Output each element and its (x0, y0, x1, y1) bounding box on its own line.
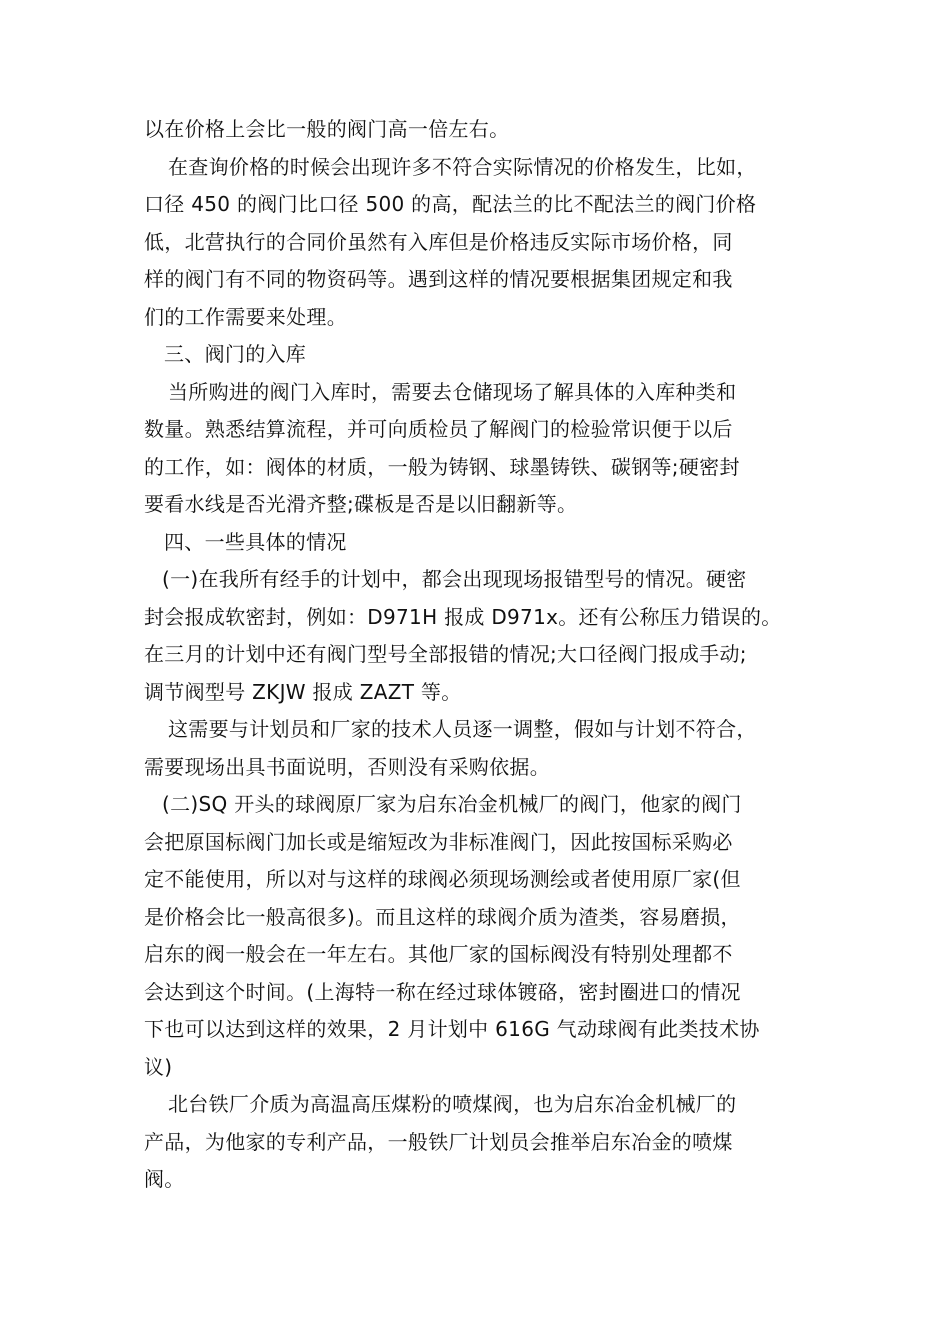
text-line: 当所购进的阀门入库时，需要去仓储现场了解具体的入库种类和 (168, 379, 737, 404)
text-line: 定不能使用，所以对与这样的球阀必须现场测绘或者使用原厂家(但 (144, 867, 741, 891)
text-line: (一)在我所有经手的计划中，都会出现现场报错型号的情况。硬密 (162, 567, 747, 591)
text-line: 的工作，如：阀体的材质，一般为铸钢、球墨铸铁、碳钢等;硬密封 (144, 454, 740, 479)
paragraph-beitai (144, 1086, 824, 1199)
paragraph-adjustment (144, 711, 824, 786)
text-line: 在查询价格的时候会出现许多不符合实际情况的价格发生，比如， (168, 154, 757, 179)
text-line: 低，北营执行的合同价虽然有入库但是价格违反实际市场价格，同 (144, 229, 733, 254)
section-heading-three (144, 336, 824, 374)
paragraph-price-query (144, 149, 824, 337)
text-line: 产品，为他家的专利产品，一般铁厂计划员会推举启东冶金的喷煤 (144, 1129, 733, 1154)
text-line: 以在价格上会比一般的阀门高一倍左右。 (144, 117, 510, 141)
text-line: 在三月的计划中还有阀门型号全部报错的情况;大口径阀门报成手动; (144, 642, 747, 666)
text-line: 们的工作需要来处理。 (144, 304, 347, 329)
text-line: 口径 450 的阀门比口径 500 的高，配法兰的比不配法兰的阀门价格 (144, 192, 757, 216)
document-body (144, 111, 824, 1199)
text-line: 会达到这个时间。(上海特一称在经过球体镀硌，密封圈进口的情况 (144, 979, 741, 1004)
text-line: (二)SQ 开头的球阀原厂家为启东冶金机械厂的阀门，他家的阀门 (162, 792, 742, 816)
paragraph-case-two (144, 786, 824, 1086)
text-line: 下也可以达到这样的效果，2 月计划中 616G 气动球阀有此类技术协 (144, 1017, 760, 1041)
text-line: 需要现场出具书面说明，否则没有采购依据。 (144, 754, 550, 779)
text-line: 样的阀门有不同的物资码等。遇到这样的情况要根据集团规定和我 (144, 267, 733, 291)
text-line: 调节阀型号 ZKJW 报成 ZAZT 等。 (144, 679, 462, 704)
text-line: 封会报成软密封，例如：D971H 报成 D971x。还有公称压力错误的。 (144, 604, 782, 629)
text-line: 议) (144, 1054, 173, 1079)
text-line: 阀。 (144, 1167, 185, 1191)
text-line: 数量。熟悉结算流程，并可向质检员了解阀门的检验常识便于以后 (144, 417, 733, 441)
text-line: 会把原国标阀门加长或是缩短改为非标准阀门，因此按国标采购必 (144, 829, 733, 854)
section-heading-four (144, 524, 824, 562)
section-heading: 四、一些具体的情况 (164, 529, 347, 554)
paragraph-continuation (144, 111, 824, 149)
section-heading: 三、阀门的入库 (164, 342, 307, 366)
text-line: 要看水线是否光滑齐整;碟板是否是以旧翻新等。 (144, 492, 578, 516)
text-line: 是价格会比一般高很多)。而且这样的球阀介质为渣类，容易磨损， (144, 904, 741, 929)
paragraph-warehousing (144, 374, 824, 524)
text-line: 这需要与计划员和厂家的技术人员逐一调整，假如与计划不符合， (168, 717, 757, 741)
paragraph-case-one (144, 561, 824, 711)
text-line: 北台铁厂介质为高温高压煤粉的喷煤阀，也为启东冶金机械厂的 (168, 1092, 737, 1116)
text-line: 启东的阀一般会在一年左右。其他厂家的国标阀没有特别处理都不 (144, 942, 733, 966)
